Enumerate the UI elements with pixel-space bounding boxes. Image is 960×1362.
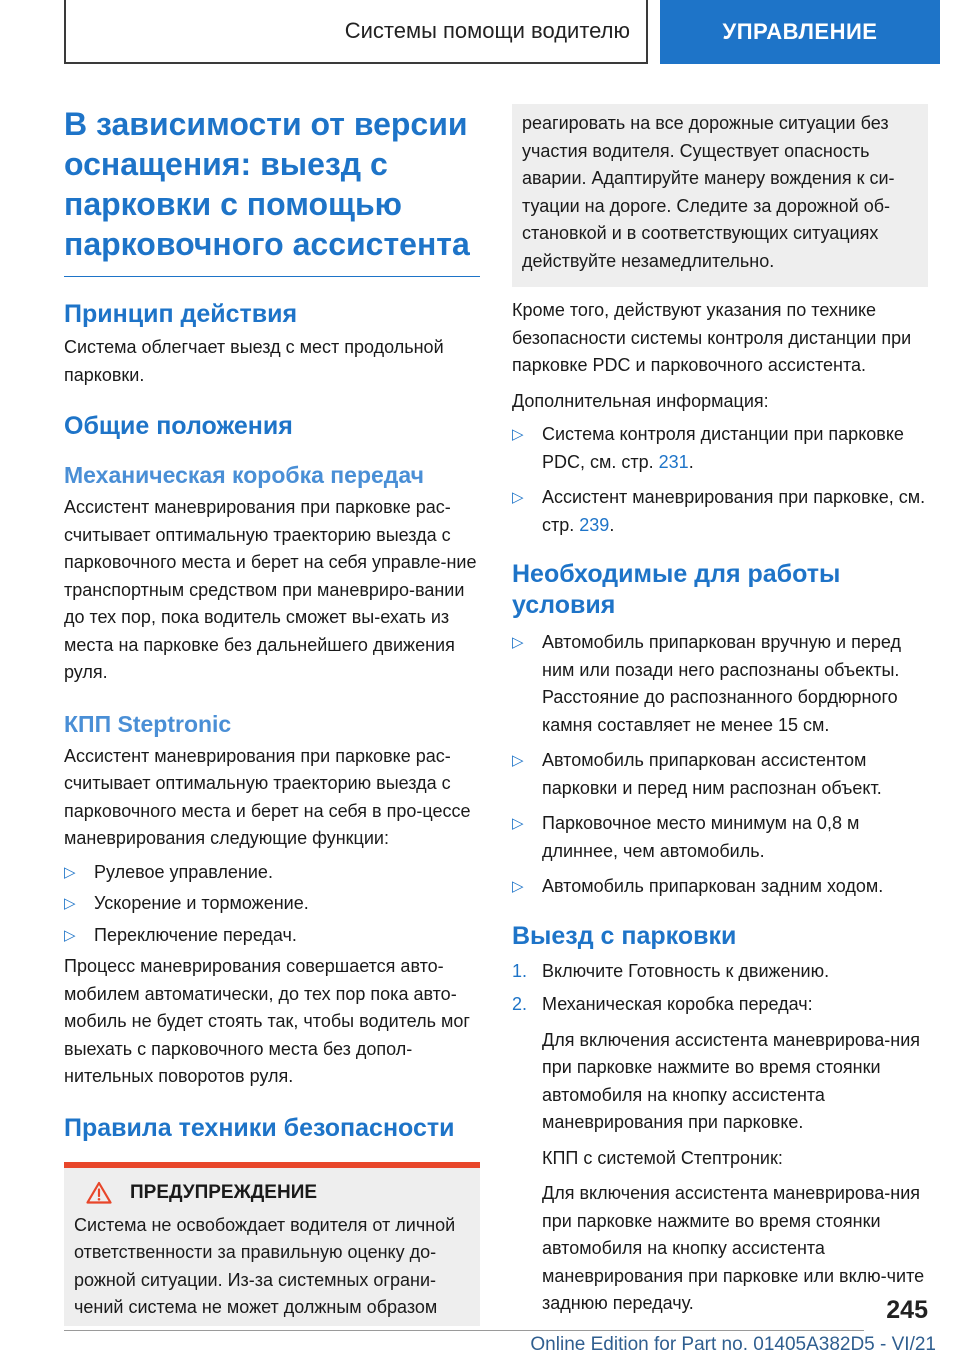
reference-text: Ассистент маневрирования при парковке, см. стр. — [542, 487, 926, 535]
manual-heading: Механическая коробка передач — [64, 462, 424, 488]
requirements-heading: Необходимые для работы условия — [512, 560, 841, 619]
footer-edition: Online Edition for Part no. 01405A382D5 - VI/21 — [530, 1334, 936, 1355]
step-number: 2. — [512, 994, 528, 1014]
warning-box-continued — [512, 104, 928, 287]
exit-heading: Выезд с парковки — [512, 921, 737, 950]
left-column — [64, 104, 480, 1326]
warning-box — [64, 1162, 480, 1326]
right-column — [512, 104, 928, 1318]
steptronic-text: Ассистент маневрирования при парковке рас-считывает оптимальную траекторию выезда с парковочного места и берет на себя в про-цессе маневрирования следующие функции: — [64, 745, 471, 848]
list-item: ▷ Рулевое управление. — [64, 859, 480, 887]
list-item: ▷ Автомобиль припаркован задним ходом. — [512, 873, 928, 901]
requirements-list — [512, 629, 928, 901]
step-item — [512, 958, 928, 986]
warning-text-part2: реагировать на все дорожные ситуации без участия водителя. Существует опасность аварии. Адаптируйте манеру вождения к си-туации на дороге. Следите за дорожной об-становкой и в соответствующих ситуациях действуйте незамедлительно. — [522, 113, 895, 271]
steptronic-heading: КПП Steptronic — [64, 710, 232, 737]
header-section-title: Системы помощи водителю — [344, 18, 630, 43]
also-text: Кроме того, действуют указания по технике безопасности системы контроля дистанции при парковке PDC и парковочного ассистента. — [512, 300, 912, 375]
list-item: ▷ Парковочное место минимум на 0,8 м длиннее, чем автомобиль. — [512, 810, 928, 865]
manual-text: Ассистент маневрирования при парковке рас-считывает оптимальную траекторию выезда с парковочного места и берет на себя управле-ние транспортным средством при маневриро-вании до тех пор, пока водитель сможет вы-ехать из места на парковке без дальнейшего движения руля. — [64, 497, 477, 682]
header-section-tab — [64, 0, 648, 64]
list-item: ▷ Ускорение и торможение. — [64, 890, 480, 918]
list-item: ▷ Переключение передач. — [64, 922, 480, 950]
header-chapter-tab — [660, 0, 940, 64]
safety-heading: Правила техники безопасности — [64, 1113, 455, 1142]
principle-heading: Принцип действия — [64, 300, 298, 328]
step-item — [512, 991, 928, 1318]
reference-list — [512, 421, 928, 539]
page-link-231[interactable]: 231 — [658, 451, 689, 472]
warning-header — [74, 1180, 470, 1206]
warning-title: ПРЕДУПРЕЖДЕНИЕ — [130, 1181, 318, 1203]
step2-steptronic-label: КПП с системой Стептроник: — [542, 1147, 783, 1168]
step-text: Механическая коробка передач: — [542, 994, 813, 1014]
header-chapter-title: УПРАВЛЕНИЕ — [722, 19, 878, 44]
steps-list — [512, 958, 928, 1318]
list-item: ▷ Автомобиль припаркован ассистентом парковки и перед ним распознан объект. — [512, 747, 928, 802]
list-item: ▷ Система контроля дистанции при парковке PDC, см. стр. 231. — [512, 421, 928, 476]
step-text: Включите Готовность к движению. — [542, 960, 830, 981]
step2-manual-text: Для включения ассистента маневрирова-ния при парковке нажмите во время стоянки автомобиля на кнопку ассистента маневрирования при парковке. — [542, 1029, 921, 1132]
page-number: 245 — [886, 1296, 928, 1324]
list-item: ▷ Ассистент маневрирования при парковке, см. стр. 239. — [512, 484, 928, 539]
warning-triangle-icon — [86, 1181, 112, 1204]
process-text: Процесс маневрирования совершается авто-мобилем автоматически, до тех пор пока авто-мобиль не будет стоять так, чтобы водитель мог выехать с парковочного места без допол-нительных поворотов руля. — [64, 956, 470, 1086]
warning-text-part1: Система не освобождает водителя от личной ответственности за правильную оценку до-рожной ситуации. Из-за системных ограни-чений система не может должным образом — [74, 1214, 456, 1317]
footer-divider — [64, 1330, 864, 1331]
principle-text: Система облегчает выезд с мест продольной парковки. — [64, 337, 444, 385]
function-list — [64, 859, 480, 950]
reference-text: Система контроля дистанции при парковке PDC, см. стр. — [542, 424, 904, 472]
list-item: ▷ Автомобиль припаркован вручную и перед ним или позади него распознаны объекты. Расстояние до распознанного бордюрного камня составляет не менее 15 см. — [512, 629, 928, 739]
page-link-239[interactable]: 239 — [579, 514, 610, 535]
page-title: В зависимости от версии оснащения: выезд с парковки с помощью парковочного ассистента — [64, 104, 480, 277]
general-heading: Общие положения — [64, 412, 293, 440]
step2-steptronic-text: Для включения ассистента маневрирова-ния при парковке нажмите во время стоянки автомобиля на кнопку ассистента маневрирования при парковке или вклю-чите заднюю передачу. — [542, 1183, 925, 1313]
step-number: 1. — [512, 960, 528, 981]
more-info-label: Дополнительная информация: — [512, 390, 769, 411]
